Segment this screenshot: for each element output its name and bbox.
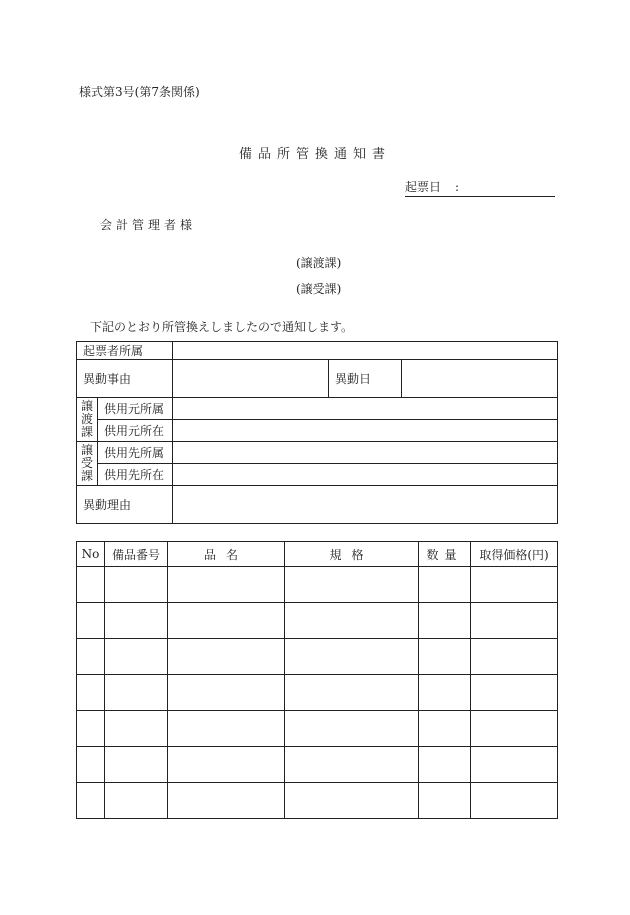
change-item-cell bbox=[77, 360, 173, 398]
item-cell[interactable] bbox=[419, 747, 471, 783]
item-cell[interactable] bbox=[105, 603, 168, 639]
item-cell[interactable] bbox=[105, 639, 168, 675]
item-cell[interactable] bbox=[168, 675, 285, 711]
item-cell[interactable] bbox=[77, 639, 105, 675]
item-cell[interactable] bbox=[77, 603, 105, 639]
change-date-label: 異動日 bbox=[335, 372, 372, 386]
item-cell[interactable] bbox=[471, 639, 558, 675]
item-cell[interactable] bbox=[105, 747, 168, 783]
item-cell[interactable] bbox=[105, 675, 168, 711]
drafter-dept-cell bbox=[77, 342, 173, 360]
dest-dept-label: 供用先所属 bbox=[98, 442, 173, 464]
item-cell[interactable] bbox=[168, 603, 285, 639]
origin-dept-label: 供用元所属 bbox=[98, 398, 173, 420]
transfer-group-text: 譲 渡 課 bbox=[80, 399, 93, 439]
drafter-dept-label: 起票者所属 bbox=[83, 344, 144, 358]
item-cell[interactable] bbox=[168, 783, 285, 819]
item-cell[interactable] bbox=[471, 567, 558, 603]
item-cell[interactable] bbox=[419, 567, 471, 603]
item-cell[interactable] bbox=[419, 783, 471, 819]
change-date-value[interactable] bbox=[402, 360, 558, 398]
change-reason-label: 異動理由 bbox=[83, 498, 132, 512]
item-cell[interactable] bbox=[471, 747, 558, 783]
table-row bbox=[77, 747, 558, 783]
receive-group-label bbox=[77, 442, 98, 486]
draft-date-field[interactable] bbox=[405, 178, 555, 197]
items-table bbox=[76, 541, 558, 819]
table-row bbox=[77, 639, 558, 675]
table-row bbox=[77, 711, 558, 747]
table-row bbox=[77, 567, 558, 603]
item-cell[interactable] bbox=[471, 603, 558, 639]
change-reason-value[interactable] bbox=[173, 486, 558, 524]
item-cell[interactable] bbox=[285, 783, 419, 819]
item-cell[interactable] bbox=[419, 603, 471, 639]
item-cell[interactable] bbox=[105, 711, 168, 747]
change-date-cell bbox=[329, 360, 402, 398]
table-row bbox=[77, 783, 558, 819]
header-no: No bbox=[77, 542, 105, 567]
origin-location-label: 供用元所在 bbox=[98, 420, 173, 442]
header-acquisition-price: 取得価格(円) bbox=[471, 542, 558, 567]
item-cell[interactable] bbox=[471, 783, 558, 819]
item-cell[interactable] bbox=[77, 747, 105, 783]
transfer-dept-label: (譲渡課) bbox=[296, 256, 342, 270]
change-item-value[interactable] bbox=[173, 360, 329, 398]
receive-dept-label: (譲受課) bbox=[296, 282, 342, 296]
info-table bbox=[76, 341, 558, 524]
item-cell[interactable] bbox=[77, 567, 105, 603]
item-cell[interactable] bbox=[419, 711, 471, 747]
header-quantity: 数量 bbox=[419, 542, 471, 567]
change-reason-cell bbox=[77, 486, 173, 524]
origin-dept-value[interactable] bbox=[173, 398, 558, 420]
document-title: 備品所管換通知書 bbox=[238, 147, 391, 162]
change-item-label: 異動事由 bbox=[83, 372, 132, 386]
dest-location-value[interactable] bbox=[173, 464, 558, 486]
item-cell[interactable] bbox=[105, 567, 168, 603]
item-cell[interactable] bbox=[471, 711, 558, 747]
item-cell[interactable] bbox=[471, 675, 558, 711]
drafter-dept-value[interactable] bbox=[173, 342, 558, 360]
item-cell[interactable] bbox=[168, 711, 285, 747]
item-cell[interactable] bbox=[419, 675, 471, 711]
item-cell[interactable] bbox=[168, 567, 285, 603]
intro-text: 下記のとおり所管換えしましたので通知します。 bbox=[90, 320, 354, 334]
dest-location-label: 供用先所在 bbox=[98, 464, 173, 486]
table-row bbox=[77, 603, 558, 639]
origin-location-value[interactable] bbox=[173, 420, 558, 442]
item-cell[interactable] bbox=[285, 747, 419, 783]
item-cell[interactable] bbox=[285, 567, 419, 603]
header-spec: 規格 bbox=[285, 542, 419, 567]
header-item-number: 備品番号 bbox=[105, 542, 168, 567]
draft-date-colon: : bbox=[455, 180, 460, 194]
transfer-group-label bbox=[77, 398, 98, 442]
item-cell[interactable] bbox=[105, 783, 168, 819]
item-cell[interactable] bbox=[77, 711, 105, 747]
item-cell[interactable] bbox=[285, 675, 419, 711]
item-cell[interactable] bbox=[285, 711, 419, 747]
item-cell[interactable] bbox=[168, 747, 285, 783]
item-cell[interactable] bbox=[77, 675, 105, 711]
header-item-name: 品名 bbox=[168, 542, 285, 567]
item-cell[interactable] bbox=[419, 639, 471, 675]
item-cell[interactable] bbox=[168, 639, 285, 675]
dest-dept-value[interactable] bbox=[173, 442, 558, 464]
table-row bbox=[77, 675, 558, 711]
draft-date-label: 起票日 bbox=[405, 180, 442, 194]
addressee: 会計管理者様 bbox=[100, 218, 197, 232]
item-cell[interactable] bbox=[285, 603, 419, 639]
item-cell[interactable] bbox=[285, 639, 419, 675]
form-number: 様式第3号(第7条関係) bbox=[79, 85, 200, 99]
item-cell[interactable] bbox=[77, 783, 105, 819]
receive-group-text: 譲 受 課 bbox=[80, 443, 93, 483]
